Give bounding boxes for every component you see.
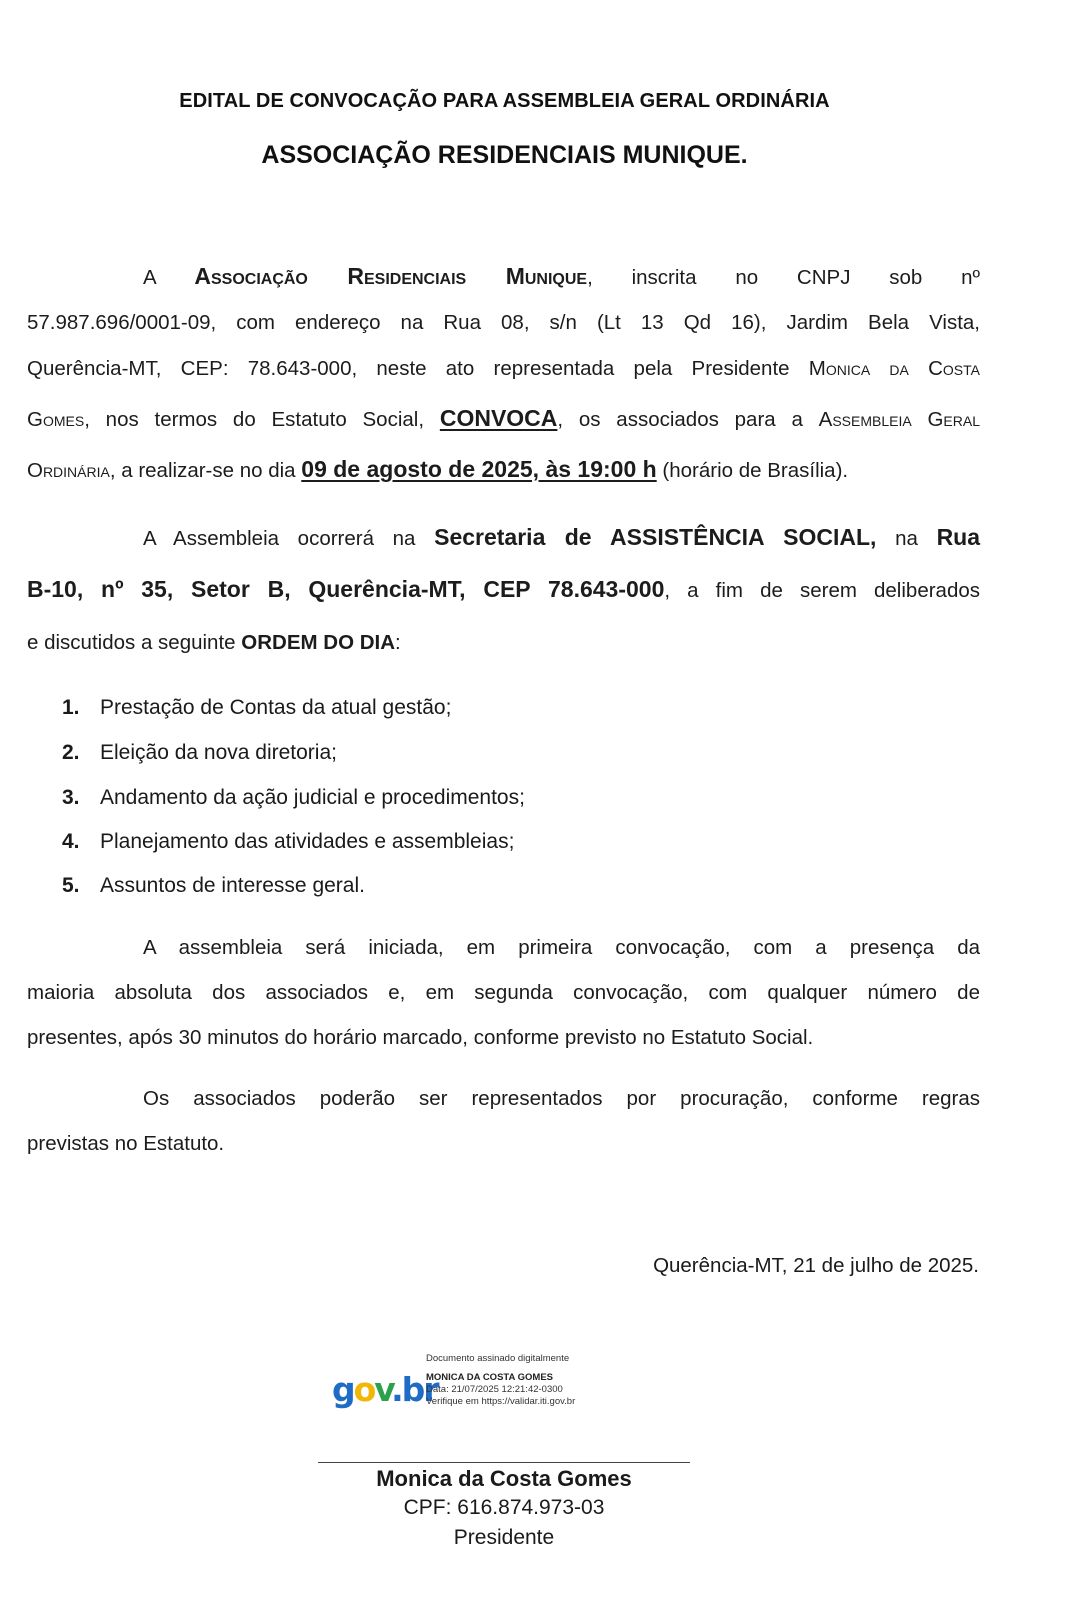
place-and-date: Querência-MT, 21 de julho de 2025. (653, 1254, 979, 1277)
item-number: 5. (62, 874, 80, 897)
signature-line (318, 1462, 690, 1463)
paragraph-line (27, 631, 980, 655)
paragraph-line (27, 263, 980, 290)
logo-letter: br (401, 1370, 438, 1409)
signature-date: Data: 21/07/2025 12:21:42-0300 (426, 1384, 563, 1395)
govbr-logo-icon (332, 1370, 438, 1409)
agenda-item (62, 741, 337, 765)
logo-letter: g (332, 1370, 354, 1409)
president-name: Monica da Costa (808, 357, 980, 380)
text: e discutidos a seguinte (27, 631, 236, 654)
paragraph-line (27, 981, 980, 1005)
text: A assembleia será iniciada, em primeira convocação, com a presença da (143, 936, 980, 959)
item-number: 1. (62, 696, 80, 719)
venue-address: B-10, nº 35, Setor B, Querência-MT, CEP 78.643-000 (27, 576, 665, 602)
venue-address: Rua (936, 524, 981, 550)
text: Os associados poderão ser representados por procuração, conforme regras (143, 1087, 980, 1110)
item-text: Assuntos de interesse geral. (100, 874, 365, 897)
text: na (895, 527, 918, 550)
item-text: Eleição da nova diretoria; (100, 741, 337, 764)
text: previstas no Estatuto. (27, 1132, 225, 1155)
association-name: Associação Residenciais Munique (194, 263, 588, 289)
text: , nos termos do Estatuto Social, (84, 408, 425, 431)
agenda-item (62, 830, 514, 854)
signer-cpf: CPF: 616.874.973-03 (403, 1496, 605, 1519)
signature-label: Documento assinado digitalmente (426, 1353, 570, 1364)
convoca-keyword: CONVOCA (439, 405, 558, 431)
text: Querência-MT, CEP: 78.643-000, neste ato representada pela Presidente (27, 357, 790, 380)
paragraph-line (27, 1026, 980, 1050)
digital-signature-stamp (332, 1352, 632, 1422)
text: 57.987.696/0001-09, com endereço na Rua 08, s/n (Lt 13 Qd 16), Jardim Bela Vista, (27, 311, 980, 334)
verify-link[interactable]: Verifique em https://validar.iti.gov.br (426, 1396, 576, 1407)
paragraph-line (27, 576, 980, 603)
logo-letter: o (353, 1370, 375, 1409)
item-text: Planejamento das atividades e assembleias; (100, 830, 515, 853)
text: A Assembleia ocorrerá na (143, 527, 416, 550)
association-name-heading: ASSOCIAÇÃO RESIDENCIAIS MUNIQUE. (261, 141, 748, 169)
text: presentes, após 30 minutos do horário marcado, conforme previsto no Estatuto Social. (27, 1026, 814, 1049)
paragraph-line (27, 936, 980, 960)
president-name: Gomes (27, 408, 85, 431)
paragraph-line (27, 1087, 980, 1111)
agenda-heading: ORDEM DO DIA (241, 631, 396, 654)
agenda-item (62, 786, 525, 810)
text: , os associados para a (557, 408, 803, 431)
text: (horário de Brasília). (662, 459, 849, 482)
text: , a fim de serem deliberados (664, 579, 980, 602)
paragraph-line (27, 405, 980, 432)
paragraph-line (27, 524, 980, 551)
item-number: 2. (62, 741, 80, 764)
text: : (395, 631, 401, 654)
logo-letter: . (391, 1370, 402, 1409)
paragraph-line (27, 311, 980, 335)
text: maioria absoluta dos associados e, em segunda convocação, com qualquer número de (27, 981, 980, 1004)
assembly-type: Assembleia Geral (818, 408, 980, 431)
agenda-item (62, 874, 365, 898)
text: , a realizar-se no dia (109, 459, 296, 482)
item-number: 3. (62, 786, 80, 809)
document-title: EDITAL DE CONVOCAÇÃO PARA ASSEMBLEIA GERAL ORDINÁRIA (179, 90, 830, 112)
signer-name: Monica da Costa Gomes (376, 1466, 632, 1491)
signer-name-stamp: MONICA DA COSTA GOMES (426, 1372, 554, 1383)
signature-details (426, 1352, 575, 1408)
paragraph-line (27, 357, 980, 381)
paragraph-line (27, 456, 980, 483)
text: A (143, 266, 156, 289)
signer-role: Presidente (453, 1526, 555, 1549)
text: , inscrita no CNPJ sob nº (587, 266, 980, 289)
item-text: Prestação de Contas da atual gestão; (100, 696, 452, 719)
logo-letter: v (374, 1370, 392, 1409)
item-text: Andamento da ação judicial e procedimentos; (100, 786, 525, 809)
item-number: 4. (62, 830, 80, 853)
assembly-type: Ordinária (27, 459, 110, 482)
agenda-item (62, 696, 451, 720)
assembly-date: 09 de agosto de 2025, às 19:00 h (301, 456, 657, 482)
venue-name: Secretaria de ASSISTÊNCIA SOCIAL, (434, 524, 877, 550)
paragraph-line (27, 1132, 980, 1156)
